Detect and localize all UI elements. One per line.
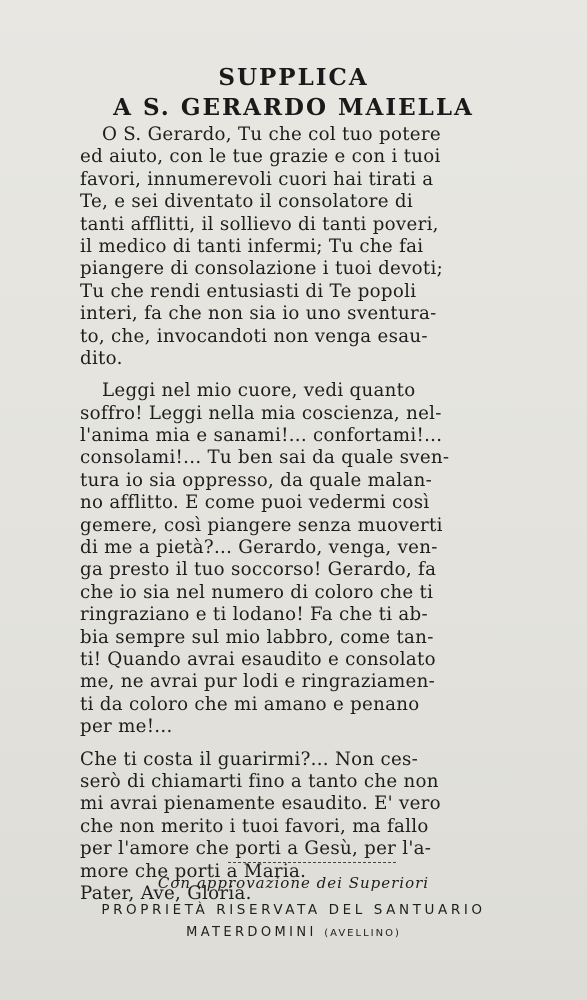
approval-note: Con approvazione dei Superiori (157, 874, 430, 892)
text-line: l'anima mia e sanami!... confortami!... (80, 425, 443, 447)
text-line: more che porti a Maria. (80, 860, 307, 882)
text-line: gemere, così piangere senza muoverti (80, 514, 443, 536)
text-line: che non merito i tuoi favori, ma fallo (80, 815, 429, 837)
text-line: il medico di tanti infermi; Tu che fai (80, 235, 424, 257)
location-region: (AVELLINO) (324, 928, 401, 939)
property-notice: PROPRIETÀ RISERVATA DEL SANTUARIO (101, 902, 486, 918)
divider (228, 862, 396, 863)
text-line: soffro! Leggi nella mia coscienza, nel- (80, 402, 442, 424)
text-line: interi, fa che non sia io uno sventura- (80, 303, 437, 325)
text-line: Tu che rendi entusiasti di Te popoli (80, 280, 417, 302)
text-line: per me!... (80, 716, 173, 738)
paragraph-1 (80, 124, 520, 370)
text-line: ringraziano e ti lodano! Fa che ti ab- (80, 604, 428, 626)
text-line: di me a pietà?... Gerardo, venga, ven- (80, 537, 438, 559)
text-line: mi avrai pienamente esaudito. E' vero (80, 793, 441, 815)
text-line: to, che, invocandoti non venga esau- (80, 325, 428, 347)
text-line: dito. (80, 347, 123, 369)
text-line: ti! Quando avrai esaudito e consolato (80, 648, 436, 670)
text-line: bia sempre sul mio labbro, come tan- (80, 626, 434, 648)
sanctuary-location (0, 925, 587, 940)
text-line: no afflitto. E come puoi vedermi così (80, 492, 430, 514)
text-line: tanti afflitti, il sollievo di tanti poveri, (80, 213, 439, 235)
location-name: MATERDOMINI (186, 925, 317, 940)
text-line: serò di chiamarti fino a tanto che non (80, 770, 439, 792)
text-line: Te, e sei diventato il consolatore di (80, 191, 413, 213)
text-line: ga presto il tuo soccorso! Gerardo, fa (80, 559, 437, 581)
text-line: O S. Gerardo, Tu che col tuo potere (102, 124, 441, 145)
title-line-2: A S. GERARDO MAIELLA (113, 94, 474, 121)
paragraph-2 (80, 380, 520, 738)
text-line: Leggi nel mio cuore, vedi quanto (102, 380, 416, 402)
text-line: piangere di consolazione i tuoi devoti; (80, 258, 444, 280)
text-line: consolami!... Tu ben sai da quale sven- (80, 447, 450, 469)
text-line: che io sia nel numero di coloro che ti (80, 581, 434, 603)
prayer-text (80, 124, 520, 905)
text-line: me, ne avrai pur lodi e ringraziamen- (80, 671, 436, 693)
text-line: favori, innumerevoli cuori hai tirati a (80, 168, 434, 190)
text-line: per l'amore che porti a Gesù, per l'a- (80, 838, 432, 860)
title-line-1: SUPPLICA (218, 64, 369, 91)
text-line: ti da coloro che mi amano e penano (80, 693, 420, 715)
text-line: Che ti costa il guarirmi?... Non ces- (80, 748, 419, 770)
closing-line: Pater, Ave, Gloria. (80, 882, 252, 904)
text-line: tura io sia oppresso, da quale malan- (80, 469, 433, 491)
text-line: ed aiuto, con le tue grazie e con i tuoi (80, 146, 441, 168)
